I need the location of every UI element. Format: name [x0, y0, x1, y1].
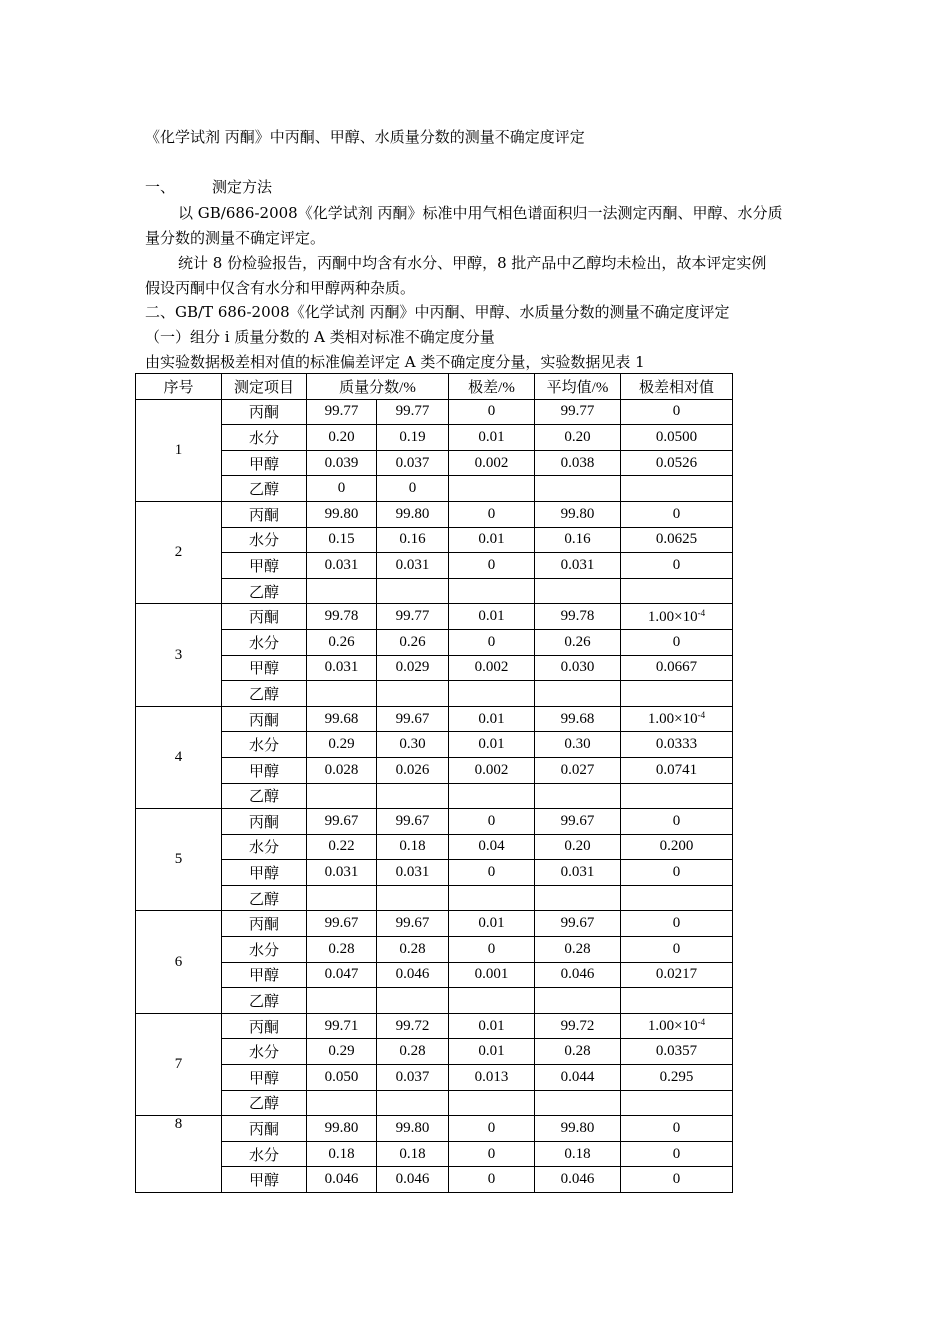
mean-cell: 0.30	[535, 732, 621, 758]
relative-range-exponent: -4	[697, 1017, 706, 1028]
test-item-cell: 丙酮	[222, 501, 307, 527]
mass-fraction-2-cell: 0	[377, 476, 449, 502]
mass-fraction-1-cell: 99.77	[307, 399, 377, 425]
header-relative-range: 极差相对值	[621, 374, 733, 400]
mass-fraction-1-cell: 0.20	[307, 425, 377, 451]
relative-range-cell: 0	[621, 937, 733, 963]
header-mass-fraction: 质量分数/%	[307, 374, 449, 400]
mean-cell	[535, 681, 621, 707]
table-row	[136, 1116, 733, 1142]
range-cell: 0	[449, 501, 535, 527]
range-cell: 0.001	[449, 962, 535, 988]
relative-range-cell	[621, 476, 733, 502]
relative-range-cell	[621, 988, 733, 1014]
test-item-cell: 甲醇	[222, 1065, 307, 1091]
paragraph-2-line-2: 假设丙酮中仅含有水分和甲醇两种杂质。	[145, 279, 416, 297]
relative-range-cell: 0.0357	[621, 1039, 733, 1065]
test-item-cell: 乙醇	[222, 885, 307, 911]
mean-cell: 99.80	[535, 501, 621, 527]
relative-range-cell	[621, 578, 733, 604]
paragraph-2-line-1: 统计 8 份检验报告，丙酮中均含有水分、甲醇，8 批产品中乙醇均未检出，故本评定实例	[178, 254, 767, 272]
range-cell: 0.01	[449, 732, 535, 758]
mass-fraction-1-cell: 0.15	[307, 527, 377, 553]
test-item-cell: 丙酮	[222, 399, 307, 425]
test-item-cell: 乙醇	[222, 578, 307, 604]
relative-range-cell: 0	[621, 809, 733, 835]
relative-range-cell: 0.200	[621, 834, 733, 860]
mean-cell	[535, 1090, 621, 1116]
relative-range-cell	[621, 1013, 733, 1039]
mass-fraction-2-cell: 0.30	[377, 732, 449, 758]
range-cell: 0.01	[449, 604, 535, 630]
mean-cell: 99.80	[535, 1116, 621, 1142]
test-item-cell: 水分	[222, 527, 307, 553]
mass-fraction-2-cell: 0.28	[377, 937, 449, 963]
relative-range-cell: 0.0741	[621, 757, 733, 783]
range-cell: 0.01	[449, 1039, 535, 1065]
header-mean: 平均值/%	[535, 374, 621, 400]
mean-cell: 0.20	[535, 834, 621, 860]
subsection-1-heading: （一）组分 i 质量分数的 A 类相对标准不确定度分量	[145, 328, 495, 346]
test-item-cell: 丙酮	[222, 809, 307, 835]
test-item-cell: 水分	[222, 1141, 307, 1167]
table-row	[136, 655, 733, 681]
table-row	[136, 501, 733, 527]
range-cell: 0.002	[449, 655, 535, 681]
relative-range-cell	[621, 1090, 733, 1116]
table-row	[136, 1013, 733, 1039]
sample-number-cell: 6	[136, 911, 222, 1013]
table-row	[136, 681, 733, 707]
mean-cell: 99.68	[535, 706, 621, 732]
table-row	[136, 962, 733, 988]
table-row	[136, 527, 733, 553]
table-row	[136, 757, 733, 783]
table-row	[136, 1141, 733, 1167]
table-row	[136, 553, 733, 579]
mass-fraction-1-cell: 99.71	[307, 1013, 377, 1039]
table-row	[136, 732, 733, 758]
mean-cell: 0.26	[535, 629, 621, 655]
table-row	[136, 706, 733, 732]
mass-fraction-1-cell: 99.78	[307, 604, 377, 630]
table-row	[136, 860, 733, 886]
mass-fraction-2-cell: 99.77	[377, 399, 449, 425]
test-item-cell: 丙酮	[222, 1116, 307, 1142]
table-intro-text: 由实验数据极差相对值的标准偏差评定 A 类不确定度分量，实验数据见表 1	[145, 353, 645, 371]
mass-fraction-1-cell	[307, 578, 377, 604]
range-cell	[449, 681, 535, 707]
relative-range-cell: 0.295	[621, 1065, 733, 1091]
mass-fraction-2-cell: 99.67	[377, 809, 449, 835]
mass-fraction-1-cell: 0.039	[307, 450, 377, 476]
mass-fraction-1-cell: 99.80	[307, 1116, 377, 1142]
range-cell: 0	[449, 809, 535, 835]
relative-range-cell: 0.0333	[621, 732, 733, 758]
mass-fraction-2-cell: 0.031	[377, 553, 449, 579]
section-1-title: 测定方法	[212, 178, 273, 196]
range-cell	[449, 783, 535, 809]
mean-cell: 0.20	[535, 425, 621, 451]
mass-fraction-1-cell: 0.047	[307, 962, 377, 988]
test-item-cell: 乙醇	[222, 1090, 307, 1116]
mass-fraction-2-cell: 99.80	[377, 1116, 449, 1142]
range-cell: 0.04	[449, 834, 535, 860]
mean-cell: 0.030	[535, 655, 621, 681]
sample-number-cell: 4	[136, 706, 222, 808]
range-cell: 0.013	[449, 1065, 535, 1091]
sample-number-cell: 8	[136, 1116, 222, 1193]
range-cell: 0	[449, 937, 535, 963]
mean-cell: 0.027	[535, 757, 621, 783]
mass-fraction-2-cell	[377, 681, 449, 707]
mass-fraction-1-cell: 0.031	[307, 553, 377, 579]
table-header-row	[136, 374, 733, 400]
range-cell	[449, 885, 535, 911]
test-item-cell: 水分	[222, 732, 307, 758]
mean-cell: 99.72	[535, 1013, 621, 1039]
relative-range-cell: 0	[621, 501, 733, 527]
test-item-cell: 甲醇	[222, 450, 307, 476]
test-item-cell: 甲醇	[222, 962, 307, 988]
range-cell: 0	[449, 629, 535, 655]
mass-fraction-2-cell: 99.67	[377, 706, 449, 732]
mass-fraction-2-cell: 99.77	[377, 604, 449, 630]
test-item-cell: 水分	[222, 834, 307, 860]
mass-fraction-2-cell: 0.28	[377, 1039, 449, 1065]
header-range: 极差/%	[449, 374, 535, 400]
paragraph-1-line-1: 以 GB/686-2008《化学试剂 丙酮》标准中用气相色谱面积归一法测定丙酮、甲醇、水分质	[178, 204, 783, 222]
relative-range-cell: 0.0500	[621, 425, 733, 451]
test-item-cell: 水分	[222, 629, 307, 655]
mass-fraction-2-cell: 0.16	[377, 527, 449, 553]
mass-fraction-2-cell	[377, 1090, 449, 1116]
mass-fraction-1-cell: 0.29	[307, 1039, 377, 1065]
mass-fraction-2-cell: 0.031	[377, 860, 449, 886]
mass-fraction-1-cell: 99.80	[307, 501, 377, 527]
mean-cell: 99.67	[535, 809, 621, 835]
mass-fraction-2-cell: 0.026	[377, 757, 449, 783]
mass-fraction-1-cell: 0.29	[307, 732, 377, 758]
mass-fraction-2-cell: 0.19	[377, 425, 449, 451]
mass-fraction-1-cell: 0.26	[307, 629, 377, 655]
mass-fraction-2-cell: 99.72	[377, 1013, 449, 1039]
mass-fraction-1-cell: 99.67	[307, 809, 377, 835]
mass-fraction-1-cell: 0.031	[307, 655, 377, 681]
mean-cell	[535, 578, 621, 604]
table-row	[136, 425, 733, 451]
range-cell	[449, 1090, 535, 1116]
mass-fraction-2-cell: 0.046	[377, 1167, 449, 1193]
mass-fraction-1-cell: 0.18	[307, 1141, 377, 1167]
range-cell: 0	[449, 1167, 535, 1193]
relative-range-cell: 0	[621, 553, 733, 579]
mean-cell	[535, 885, 621, 911]
table-row	[136, 476, 733, 502]
mass-fraction-1-cell	[307, 681, 377, 707]
table-row	[136, 450, 733, 476]
relative-range-exponent: -4	[697, 607, 706, 618]
relative-range-cell	[621, 783, 733, 809]
sample-number-cell: 1	[136, 399, 222, 501]
range-cell	[449, 578, 535, 604]
relative-range-cell: 0.0217	[621, 962, 733, 988]
table-row	[136, 783, 733, 809]
sample-number-cell: 5	[136, 809, 222, 911]
test-item-cell: 甲醇	[222, 757, 307, 783]
relative-range-mantissa: 1.00×10	[647, 711, 698, 728]
range-cell	[449, 988, 535, 1014]
table-row	[136, 937, 733, 963]
section-1-heading	[145, 177, 272, 197]
mean-cell: 0.28	[535, 1039, 621, 1065]
mass-fraction-1-cell: 0.28	[307, 937, 377, 963]
sample-number-cell: 7	[136, 1013, 222, 1115]
table-row	[136, 629, 733, 655]
range-cell: 0.01	[449, 706, 535, 732]
mass-fraction-2-cell: 0.037	[377, 450, 449, 476]
mass-fraction-2-cell: 0.18	[377, 1141, 449, 1167]
mean-cell: 0.031	[535, 553, 621, 579]
range-cell: 0	[449, 1116, 535, 1142]
mean-cell: 99.67	[535, 911, 621, 937]
mass-fraction-2-cell: 0.029	[377, 655, 449, 681]
mass-fraction-2-cell	[377, 783, 449, 809]
range-cell: 0	[449, 553, 535, 579]
relative-range-mantissa: 1.00×10	[647, 1018, 698, 1035]
test-item-cell: 甲醇	[222, 553, 307, 579]
table-row	[136, 834, 733, 860]
relative-range-exponent: -4	[697, 710, 706, 721]
document-title: 《化学试剂 丙酮》中丙酮、甲醇、水质量分数的测量不确定度评定	[145, 128, 585, 146]
test-item-cell: 丙酮	[222, 911, 307, 937]
relative-range-cell: 0	[621, 1141, 733, 1167]
mass-fraction-2-cell	[377, 885, 449, 911]
relative-range-cell: 0	[621, 1167, 733, 1193]
relative-range-cell: 0	[621, 399, 733, 425]
table-row	[136, 885, 733, 911]
mass-fraction-2-cell: 0.26	[377, 629, 449, 655]
mean-cell: 0.044	[535, 1065, 621, 1091]
mass-fraction-1-cell: 0.050	[307, 1065, 377, 1091]
test-item-cell: 甲醇	[222, 860, 307, 886]
test-item-cell: 乙醇	[222, 783, 307, 809]
mass-fraction-2-cell	[377, 578, 449, 604]
test-item-cell: 乙醇	[222, 476, 307, 502]
mass-fraction-1-cell	[307, 783, 377, 809]
mass-fraction-1-cell: 0	[307, 476, 377, 502]
mass-fraction-1-cell: 0.22	[307, 834, 377, 860]
measurement-data-table	[135, 373, 733, 1193]
header-test-item: 测定项目	[222, 374, 307, 400]
mass-fraction-2-cell: 99.67	[377, 911, 449, 937]
section-1-number: 一、	[145, 178, 176, 196]
range-cell: 0.01	[449, 527, 535, 553]
mean-cell: 99.78	[535, 604, 621, 630]
mean-cell: 0.16	[535, 527, 621, 553]
mean-cell: 0.031	[535, 860, 621, 886]
relative-range-cell	[621, 885, 733, 911]
relative-range-cell: 0.0625	[621, 527, 733, 553]
mass-fraction-1-cell: 99.68	[307, 706, 377, 732]
mass-fraction-2-cell: 0.046	[377, 962, 449, 988]
range-cell	[449, 476, 535, 502]
mean-cell: 0.046	[535, 962, 621, 988]
mean-cell: 0.28	[535, 937, 621, 963]
table-row	[136, 1167, 733, 1193]
table-row	[136, 578, 733, 604]
table-row	[136, 604, 733, 630]
table-row	[136, 1039, 733, 1065]
mean-cell	[535, 783, 621, 809]
mass-fraction-2-cell: 0.037	[377, 1065, 449, 1091]
test-item-cell: 丙酮	[222, 604, 307, 630]
relative-range-cell: 0	[621, 1116, 733, 1142]
table-row	[136, 1065, 733, 1091]
test-item-cell: 水分	[222, 1039, 307, 1065]
mass-fraction-1-cell: 0.028	[307, 757, 377, 783]
range-cell: 0.01	[449, 1013, 535, 1039]
mass-fraction-1-cell	[307, 988, 377, 1014]
test-item-cell: 丙酮	[222, 706, 307, 732]
table-row	[136, 399, 733, 425]
mass-fraction-1-cell: 0.031	[307, 860, 377, 886]
range-cell: 0.002	[449, 757, 535, 783]
relative-range-cell: 0.0526	[621, 450, 733, 476]
table-row	[136, 911, 733, 937]
test-item-cell: 甲醇	[222, 655, 307, 681]
range-cell: 0	[449, 1141, 535, 1167]
relative-range-cell: 0	[621, 860, 733, 886]
mean-cell: 0.038	[535, 450, 621, 476]
range-cell: 0	[449, 860, 535, 886]
range-cell: 0.01	[449, 425, 535, 451]
mass-fraction-1-cell: 0.046	[307, 1167, 377, 1193]
section-2-heading: 二、GB/T 686-2008《化学试剂 丙酮》中丙酮、甲醇、水质量分数的测量不确定度评定	[145, 303, 730, 321]
mass-fraction-1-cell	[307, 1090, 377, 1116]
header-sequence-number: 序号	[136, 374, 222, 400]
sample-number-cell: 2	[136, 501, 222, 603]
test-item-cell: 乙醇	[222, 681, 307, 707]
test-item-cell: 甲醇	[222, 1167, 307, 1193]
test-item-cell: 乙醇	[222, 988, 307, 1014]
relative-range-cell: 0	[621, 911, 733, 937]
range-cell: 0.002	[449, 450, 535, 476]
range-cell: 0	[449, 399, 535, 425]
relative-range-cell	[621, 604, 733, 630]
table-row	[136, 1090, 733, 1116]
test-item-cell: 水分	[222, 425, 307, 451]
relative-range-cell: 0	[621, 629, 733, 655]
paragraph-1-line-2: 量分数的测量不确定评定。	[145, 229, 326, 247]
mean-cell: 0.18	[535, 1141, 621, 1167]
mass-fraction-2-cell: 0.18	[377, 834, 449, 860]
mean-cell	[535, 988, 621, 1014]
mean-cell: 99.77	[535, 399, 621, 425]
relative-range-mantissa: 1.00×10	[647, 608, 698, 625]
table-row	[136, 988, 733, 1014]
relative-range-cell	[621, 681, 733, 707]
mean-cell	[535, 476, 621, 502]
mean-cell: 0.046	[535, 1167, 621, 1193]
mass-fraction-1-cell: 99.67	[307, 911, 377, 937]
mass-fraction-2-cell: 99.80	[377, 501, 449, 527]
table-row	[136, 809, 733, 835]
mass-fraction-2-cell	[377, 988, 449, 1014]
test-item-cell: 丙酮	[222, 1013, 307, 1039]
range-cell: 0.01	[449, 911, 535, 937]
mass-fraction-1-cell	[307, 885, 377, 911]
sample-number-cell: 3	[136, 604, 222, 706]
relative-range-cell	[621, 706, 733, 732]
relative-range-cell: 0.0667	[621, 655, 733, 681]
test-item-cell: 水分	[222, 937, 307, 963]
